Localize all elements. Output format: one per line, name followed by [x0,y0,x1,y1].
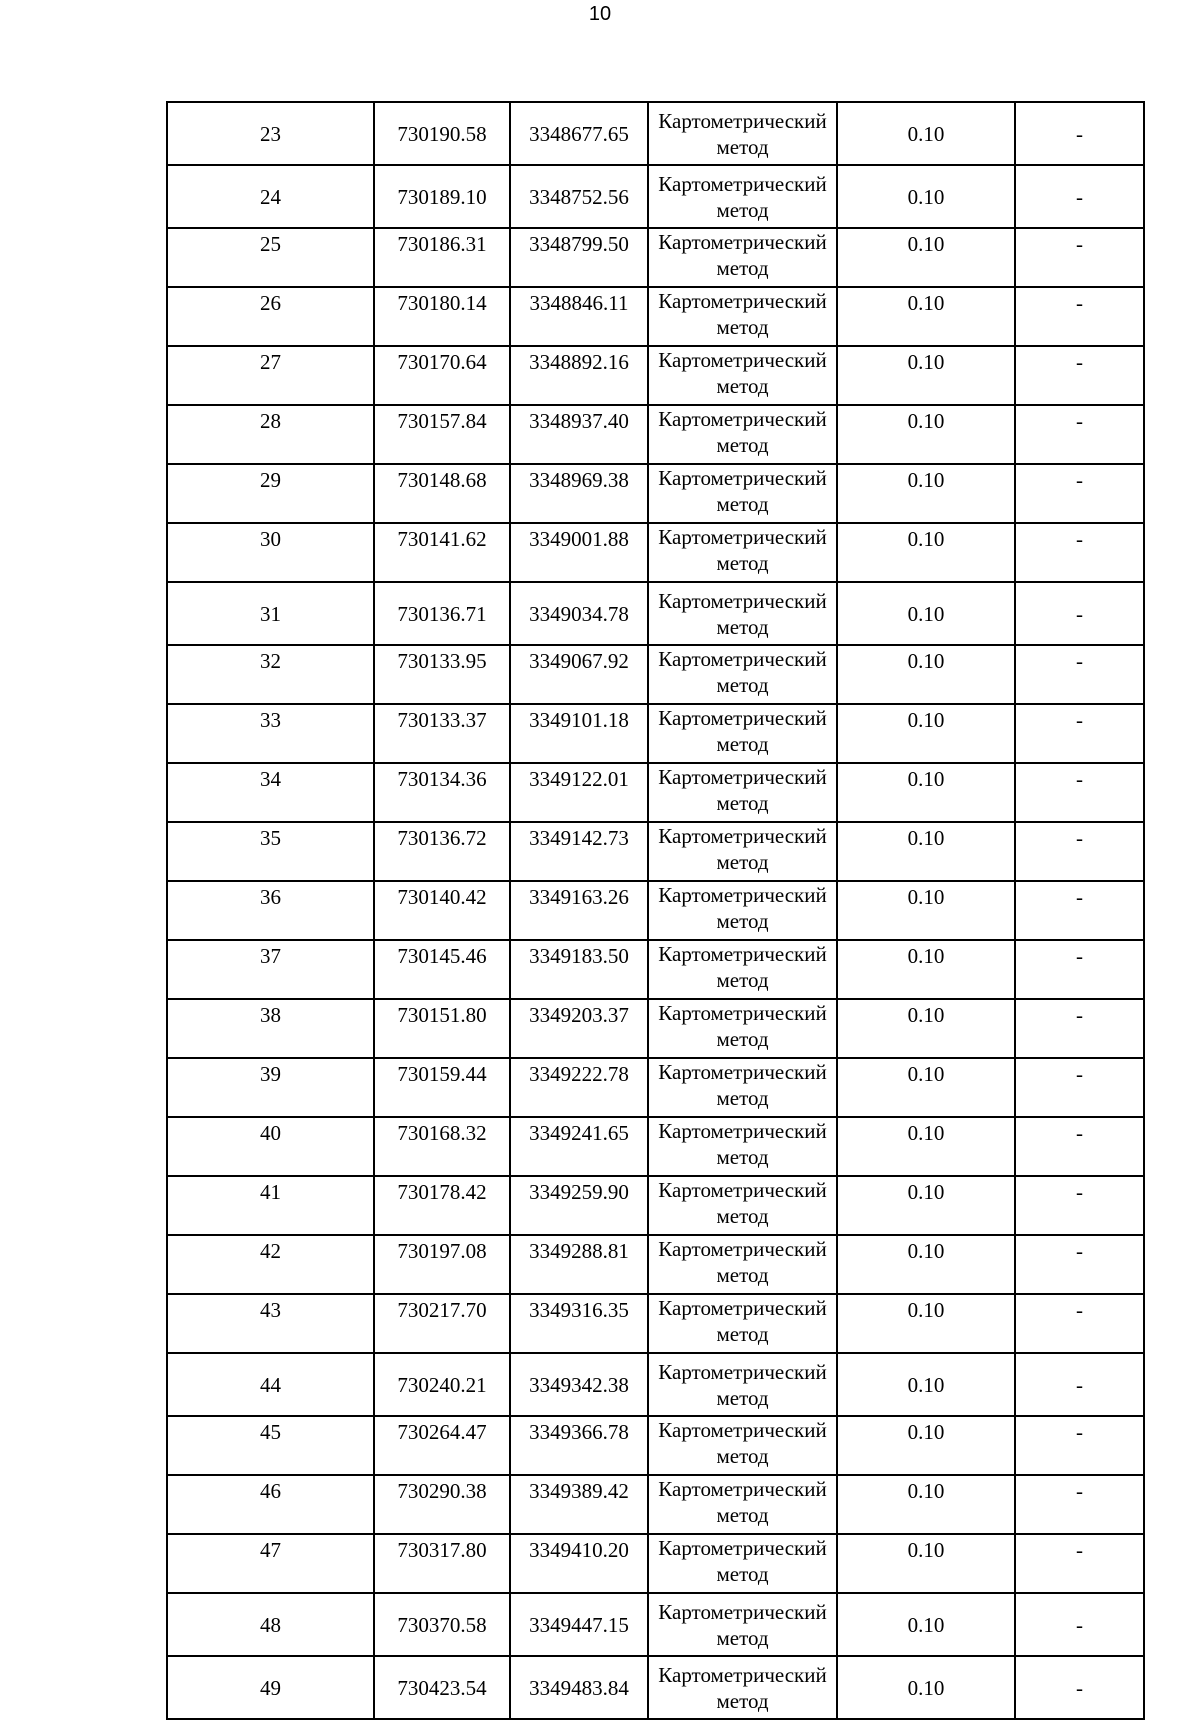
method-cell: Картометрический метод [648,704,837,763]
method-cell: Картометрический метод [648,940,837,999]
table-row [167,822,1144,881]
method-cell: Картометрический метод [648,102,837,165]
table-row [167,1534,1144,1593]
x-coordinate-cell: 730133.95 [374,645,510,704]
point-number-cell: 27 [167,346,374,405]
y-coordinate-cell: 3348677.65 [510,102,648,165]
table-row [167,102,1144,165]
point-number-cell: 37 [167,940,374,999]
accuracy-cell: 0.10 [837,582,1015,645]
x-coordinate-cell: 730136.71 [374,582,510,645]
accuracy-cell: 0.10 [837,1475,1015,1534]
table-row [167,464,1144,523]
table-row [167,165,1144,228]
x-coordinate-cell: 730240.21 [374,1353,510,1416]
accuracy-cell: 0.10 [837,822,1015,881]
method-cell: Картометрический метод [648,346,837,405]
method-cell: Картометрический метод [648,523,837,582]
x-coordinate-cell: 730140.42 [374,881,510,940]
y-coordinate-cell: 3348937.40 [510,405,648,464]
note-cell: - [1015,1534,1144,1593]
y-coordinate-cell: 3349342.38 [510,1353,648,1416]
note-cell: - [1015,645,1144,704]
note-cell: - [1015,1416,1144,1475]
x-coordinate-cell: 730133.37 [374,704,510,763]
note-cell: - [1015,523,1144,582]
accuracy-cell: 0.10 [837,165,1015,228]
point-number-cell: 25 [167,228,374,287]
point-number-cell: 23 [167,102,374,165]
accuracy-cell: 0.10 [837,645,1015,704]
point-number-cell: 28 [167,405,374,464]
y-coordinate-cell: 3349067.92 [510,645,648,704]
y-coordinate-cell: 3349203.37 [510,999,648,1058]
table-body [167,102,1144,1719]
method-cell: Картометрический метод [648,1294,837,1353]
note-cell: - [1015,940,1144,999]
table-row [167,1294,1144,1353]
point-number-cell: 36 [167,881,374,940]
y-coordinate-cell: 3348846.11 [510,287,648,346]
accuracy-cell: 0.10 [837,102,1015,165]
accuracy-cell: 0.10 [837,1593,1015,1656]
method-cell: Картометрический метод [648,287,837,346]
x-coordinate-cell: 730423.54 [374,1656,510,1719]
x-coordinate-cell: 730151.80 [374,999,510,1058]
note-cell: - [1015,704,1144,763]
note-cell: - [1015,999,1144,1058]
x-coordinate-cell: 730136.72 [374,822,510,881]
method-cell: Картометрический метод [648,1117,837,1176]
point-number-cell: 46 [167,1475,374,1534]
accuracy-cell: 0.10 [837,1534,1015,1593]
table-row [167,1353,1144,1416]
note-cell: - [1015,1058,1144,1117]
page-number: 10 [588,3,612,25]
y-coordinate-cell: 3349259.90 [510,1176,648,1235]
method-cell: Картометрический метод [648,999,837,1058]
table-row [167,881,1144,940]
y-coordinate-cell: 3349034.78 [510,582,648,645]
y-coordinate-cell: 3349241.65 [510,1117,648,1176]
note-cell: - [1015,822,1144,881]
point-number-cell: 48 [167,1593,374,1656]
y-coordinate-cell: 3349163.26 [510,881,648,940]
y-coordinate-cell: 3349447.15 [510,1593,648,1656]
y-coordinate-cell: 3349122.01 [510,763,648,822]
x-coordinate-cell: 730189.10 [374,165,510,228]
table-row [167,405,1144,464]
accuracy-cell: 0.10 [837,464,1015,523]
table-row [167,287,1144,346]
x-coordinate-cell: 730186.31 [374,228,510,287]
note-cell: - [1015,287,1144,346]
y-coordinate-cell: 3348969.38 [510,464,648,523]
point-number-cell: 40 [167,1117,374,1176]
y-coordinate-cell: 3349288.81 [510,1235,648,1294]
note-cell: - [1015,1117,1144,1176]
method-cell: Картометрический метод [648,1475,837,1534]
note-cell: - [1015,763,1144,822]
note-cell: - [1015,1235,1144,1294]
table-row [167,228,1144,287]
method-cell: Картометрический метод [648,822,837,881]
x-coordinate-cell: 730197.08 [374,1235,510,1294]
note-cell: - [1015,346,1144,405]
table-row [167,1176,1144,1235]
x-coordinate-cell: 730370.58 [374,1593,510,1656]
table-row [167,1058,1144,1117]
point-number-cell: 41 [167,1176,374,1235]
x-coordinate-cell: 730290.38 [374,1475,510,1534]
point-number-cell: 42 [167,1235,374,1294]
note-cell: - [1015,1176,1144,1235]
point-number-cell: 31 [167,582,374,645]
table-row [167,1117,1144,1176]
method-cell: Картометрический метод [648,1235,837,1294]
method-cell: Картометрический метод [648,1593,837,1656]
accuracy-cell: 0.10 [837,1176,1015,1235]
point-number-cell: 34 [167,763,374,822]
x-coordinate-cell: 730168.32 [374,1117,510,1176]
y-coordinate-cell: 3348799.50 [510,228,648,287]
y-coordinate-cell: 3349001.88 [510,523,648,582]
note-cell: - [1015,405,1144,464]
point-number-cell: 24 [167,165,374,228]
y-coordinate-cell: 3349483.84 [510,1656,648,1719]
accuracy-cell: 0.10 [837,704,1015,763]
point-number-cell: 43 [167,1294,374,1353]
method-cell: Картометрический метод [648,763,837,822]
table-row [167,346,1144,405]
method-cell: Картометрический метод [648,881,837,940]
y-coordinate-cell: 3349410.20 [510,1534,648,1593]
x-coordinate-cell: 730170.64 [374,346,510,405]
accuracy-cell: 0.10 [837,940,1015,999]
point-number-cell: 30 [167,523,374,582]
x-coordinate-cell: 730159.44 [374,1058,510,1117]
coordinates-table [166,101,1145,1720]
x-coordinate-cell: 730190.58 [374,102,510,165]
accuracy-cell: 0.10 [837,523,1015,582]
point-number-cell: 32 [167,645,374,704]
accuracy-cell: 0.10 [837,346,1015,405]
point-number-cell: 45 [167,1416,374,1475]
note-cell: - [1015,1475,1144,1534]
method-cell: Картометрический метод [648,165,837,228]
method-cell: Картометрический метод [648,645,837,704]
note-cell: - [1015,165,1144,228]
y-coordinate-cell: 3348752.56 [510,165,648,228]
x-coordinate-cell: 730180.14 [374,287,510,346]
table-row [167,704,1144,763]
y-coordinate-cell: 3349316.35 [510,1294,648,1353]
accuracy-cell: 0.10 [837,999,1015,1058]
note-cell: - [1015,1656,1144,1719]
x-coordinate-cell: 730145.46 [374,940,510,999]
table-row [167,940,1144,999]
accuracy-cell: 0.10 [837,1416,1015,1475]
point-number-cell: 35 [167,822,374,881]
note-cell: - [1015,464,1144,523]
table-row [167,1656,1144,1719]
point-number-cell: 29 [167,464,374,523]
x-coordinate-cell: 730217.70 [374,1294,510,1353]
point-number-cell: 49 [167,1656,374,1719]
note-cell: - [1015,1593,1144,1656]
method-cell: Картометрический метод [648,1353,837,1416]
method-cell: Картометрический метод [648,1656,837,1719]
x-coordinate-cell: 730264.47 [374,1416,510,1475]
note-cell: - [1015,102,1144,165]
note-cell: - [1015,1353,1144,1416]
accuracy-cell: 0.10 [837,228,1015,287]
method-cell: Картометрический метод [648,1058,837,1117]
table-row [167,1235,1144,1294]
point-number-cell: 26 [167,287,374,346]
x-coordinate-cell: 730141.62 [374,523,510,582]
method-cell: Картометрический метод [648,228,837,287]
table-row [167,582,1144,645]
x-coordinate-cell: 730134.36 [374,763,510,822]
accuracy-cell: 0.10 [837,1117,1015,1176]
table-row [167,999,1144,1058]
method-cell: Картометрический метод [648,1534,837,1593]
x-coordinate-cell: 730148.68 [374,464,510,523]
table-row [167,1475,1144,1534]
y-coordinate-cell: 3349366.78 [510,1416,648,1475]
accuracy-cell: 0.10 [837,1353,1015,1416]
table-row [167,645,1144,704]
point-number-cell: 47 [167,1534,374,1593]
note-cell: - [1015,228,1144,287]
accuracy-cell: 0.10 [837,763,1015,822]
point-number-cell: 44 [167,1353,374,1416]
note-cell: - [1015,881,1144,940]
note-cell: - [1015,582,1144,645]
y-coordinate-cell: 3349101.18 [510,704,648,763]
table-row [167,523,1144,582]
point-number-cell: 38 [167,999,374,1058]
method-cell: Картометрический метод [648,405,837,464]
accuracy-cell: 0.10 [837,287,1015,346]
accuracy-cell: 0.10 [837,1058,1015,1117]
method-cell: Картометрический метод [648,1416,837,1475]
x-coordinate-cell: 730178.42 [374,1176,510,1235]
x-coordinate-cell: 730317.80 [374,1534,510,1593]
accuracy-cell: 0.10 [837,1294,1015,1353]
accuracy-cell: 0.10 [837,405,1015,464]
point-number-cell: 39 [167,1058,374,1117]
y-coordinate-cell: 3349389.42 [510,1475,648,1534]
accuracy-cell: 0.10 [837,1235,1015,1294]
y-coordinate-cell: 3349183.50 [510,940,648,999]
note-cell: - [1015,1294,1144,1353]
table-row [167,1593,1144,1656]
method-cell: Картометрический метод [648,582,837,645]
x-coordinate-cell: 730157.84 [374,405,510,464]
y-coordinate-cell: 3349142.73 [510,822,648,881]
accuracy-cell: 0.10 [837,1656,1015,1719]
accuracy-cell: 0.10 [837,881,1015,940]
table-row [167,763,1144,822]
table-row [167,1416,1144,1475]
y-coordinate-cell: 3348892.16 [510,346,648,405]
y-coordinate-cell: 3349222.78 [510,1058,648,1117]
method-cell: Картометрический метод [648,1176,837,1235]
method-cell: Картометрический метод [648,464,837,523]
point-number-cell: 33 [167,704,374,763]
